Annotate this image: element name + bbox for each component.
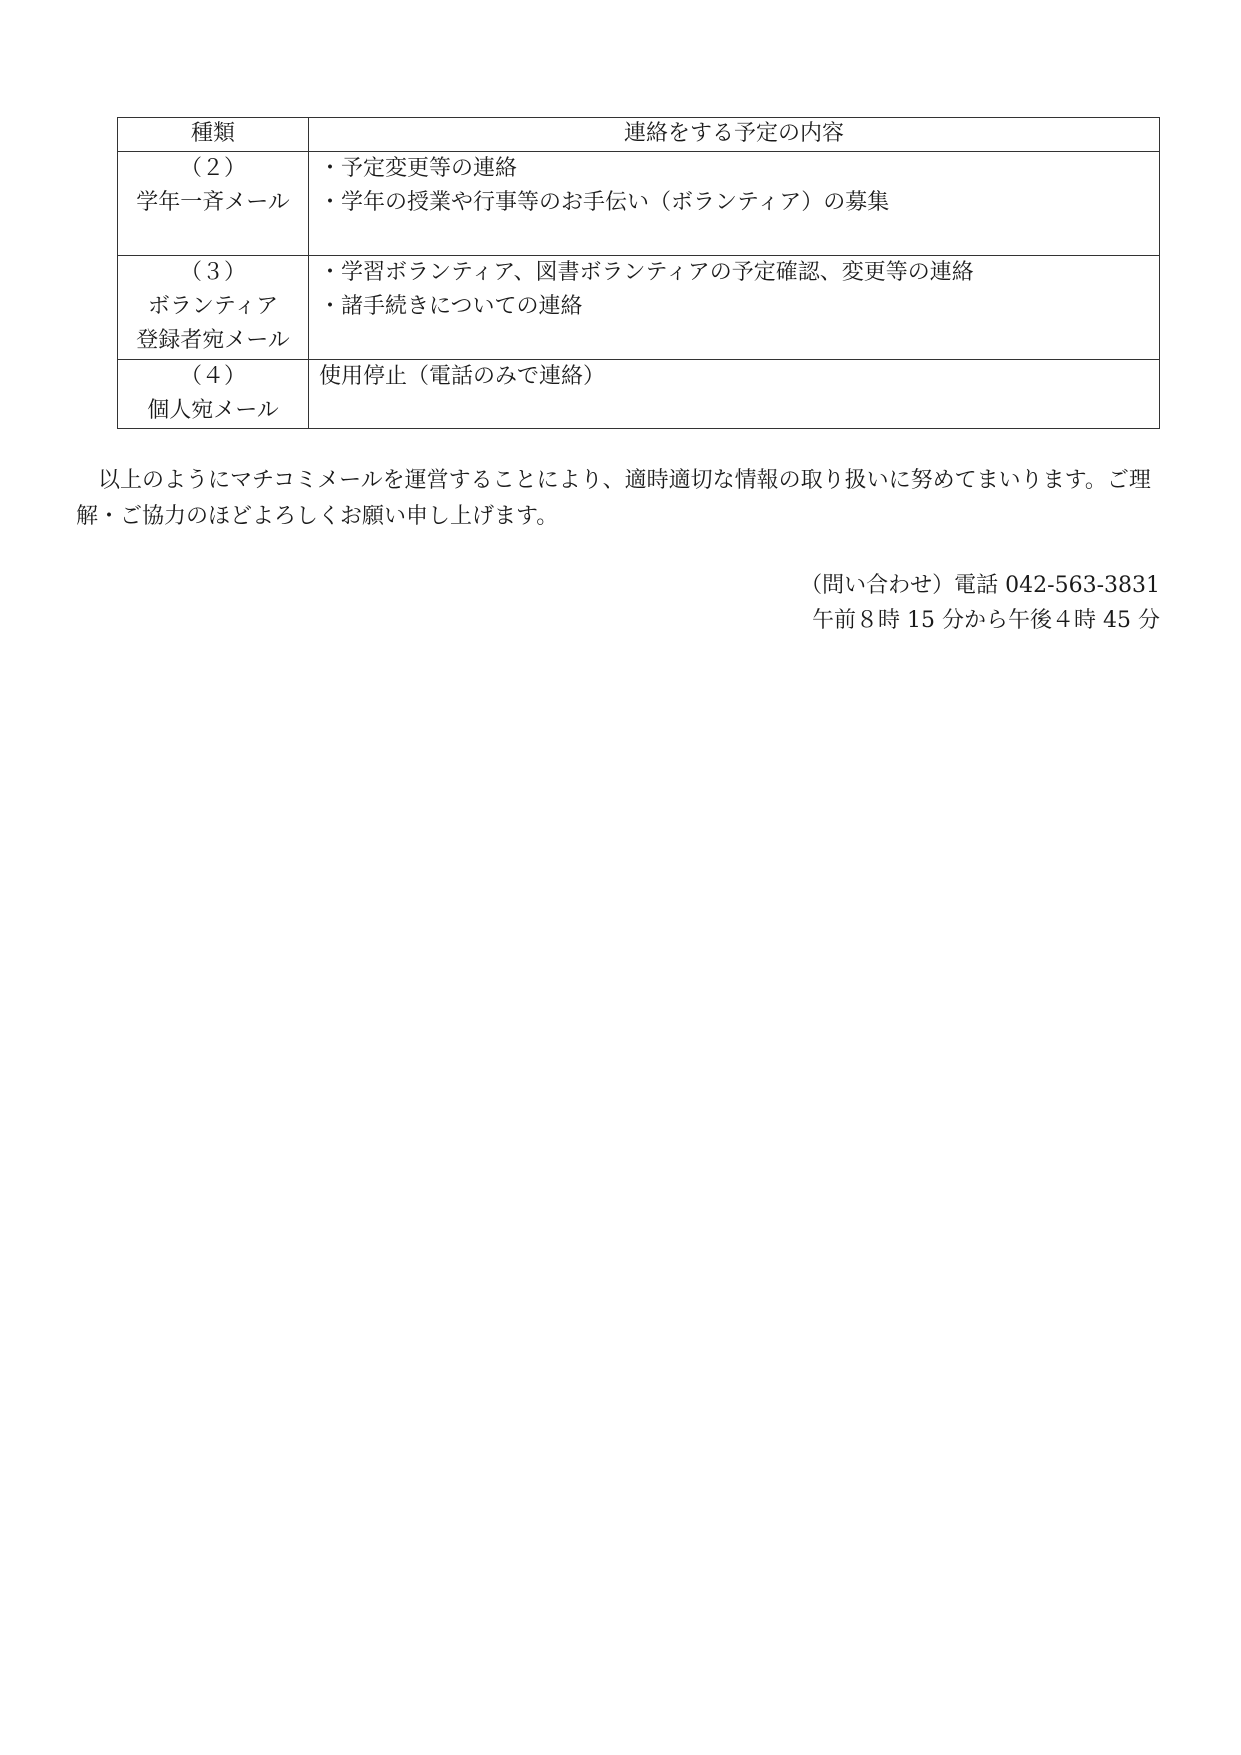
type-cell [118, 152, 309, 256]
content-cell [309, 256, 1160, 360]
table-header-row [118, 118, 1160, 152]
type-cell [118, 360, 309, 429]
table-row [118, 256, 1160, 360]
type-number: （４） [179, 364, 246, 389]
type-label: ボランティア [147, 294, 279, 319]
content-line: ・学年の授業や行事等のお手伝い（ボランティア）の募集 [319, 190, 890, 215]
type-number: （３） [179, 260, 246, 285]
header-content: 連絡をする予定の内容 [309, 118, 1160, 152]
content-cell [309, 360, 1160, 429]
table-row [118, 152, 1160, 256]
header-type: 種類 [118, 118, 309, 152]
contact-hours: 午前８時 15 分から午後４時 45 分 [812, 608, 1160, 633]
content-line: ・諸手続きについての連絡 [319, 294, 583, 319]
content-line: ・予定変更等の連絡 [319, 156, 518, 181]
closing-paragraph: 以上のようにマチコミメールを運営することにより、適時適切な情報の取り扱いに努めてまいります。ご理解・ご協力のほどよろしくお願い申し上げます。 [76, 468, 1151, 529]
type-cell [118, 256, 309, 360]
mail-types-table [117, 117, 1160, 429]
contact-phone: （問い合わせ）電話 042-563-3831 [800, 573, 1160, 598]
content-line: 使用停止（電話のみで連絡） [319, 364, 606, 389]
type-number: （２） [179, 156, 246, 181]
content-cell [309, 152, 1160, 256]
table-row [118, 360, 1160, 429]
contact-info [800, 568, 1160, 638]
content-line: ・学習ボランティア、図書ボランティアの予定確認、変更等の連絡 [319, 260, 974, 285]
type-label: 登録者宛メール [136, 328, 290, 353]
type-label: 個人宛メール [147, 398, 279, 423]
type-label: 学年一斉メール [136, 190, 290, 215]
